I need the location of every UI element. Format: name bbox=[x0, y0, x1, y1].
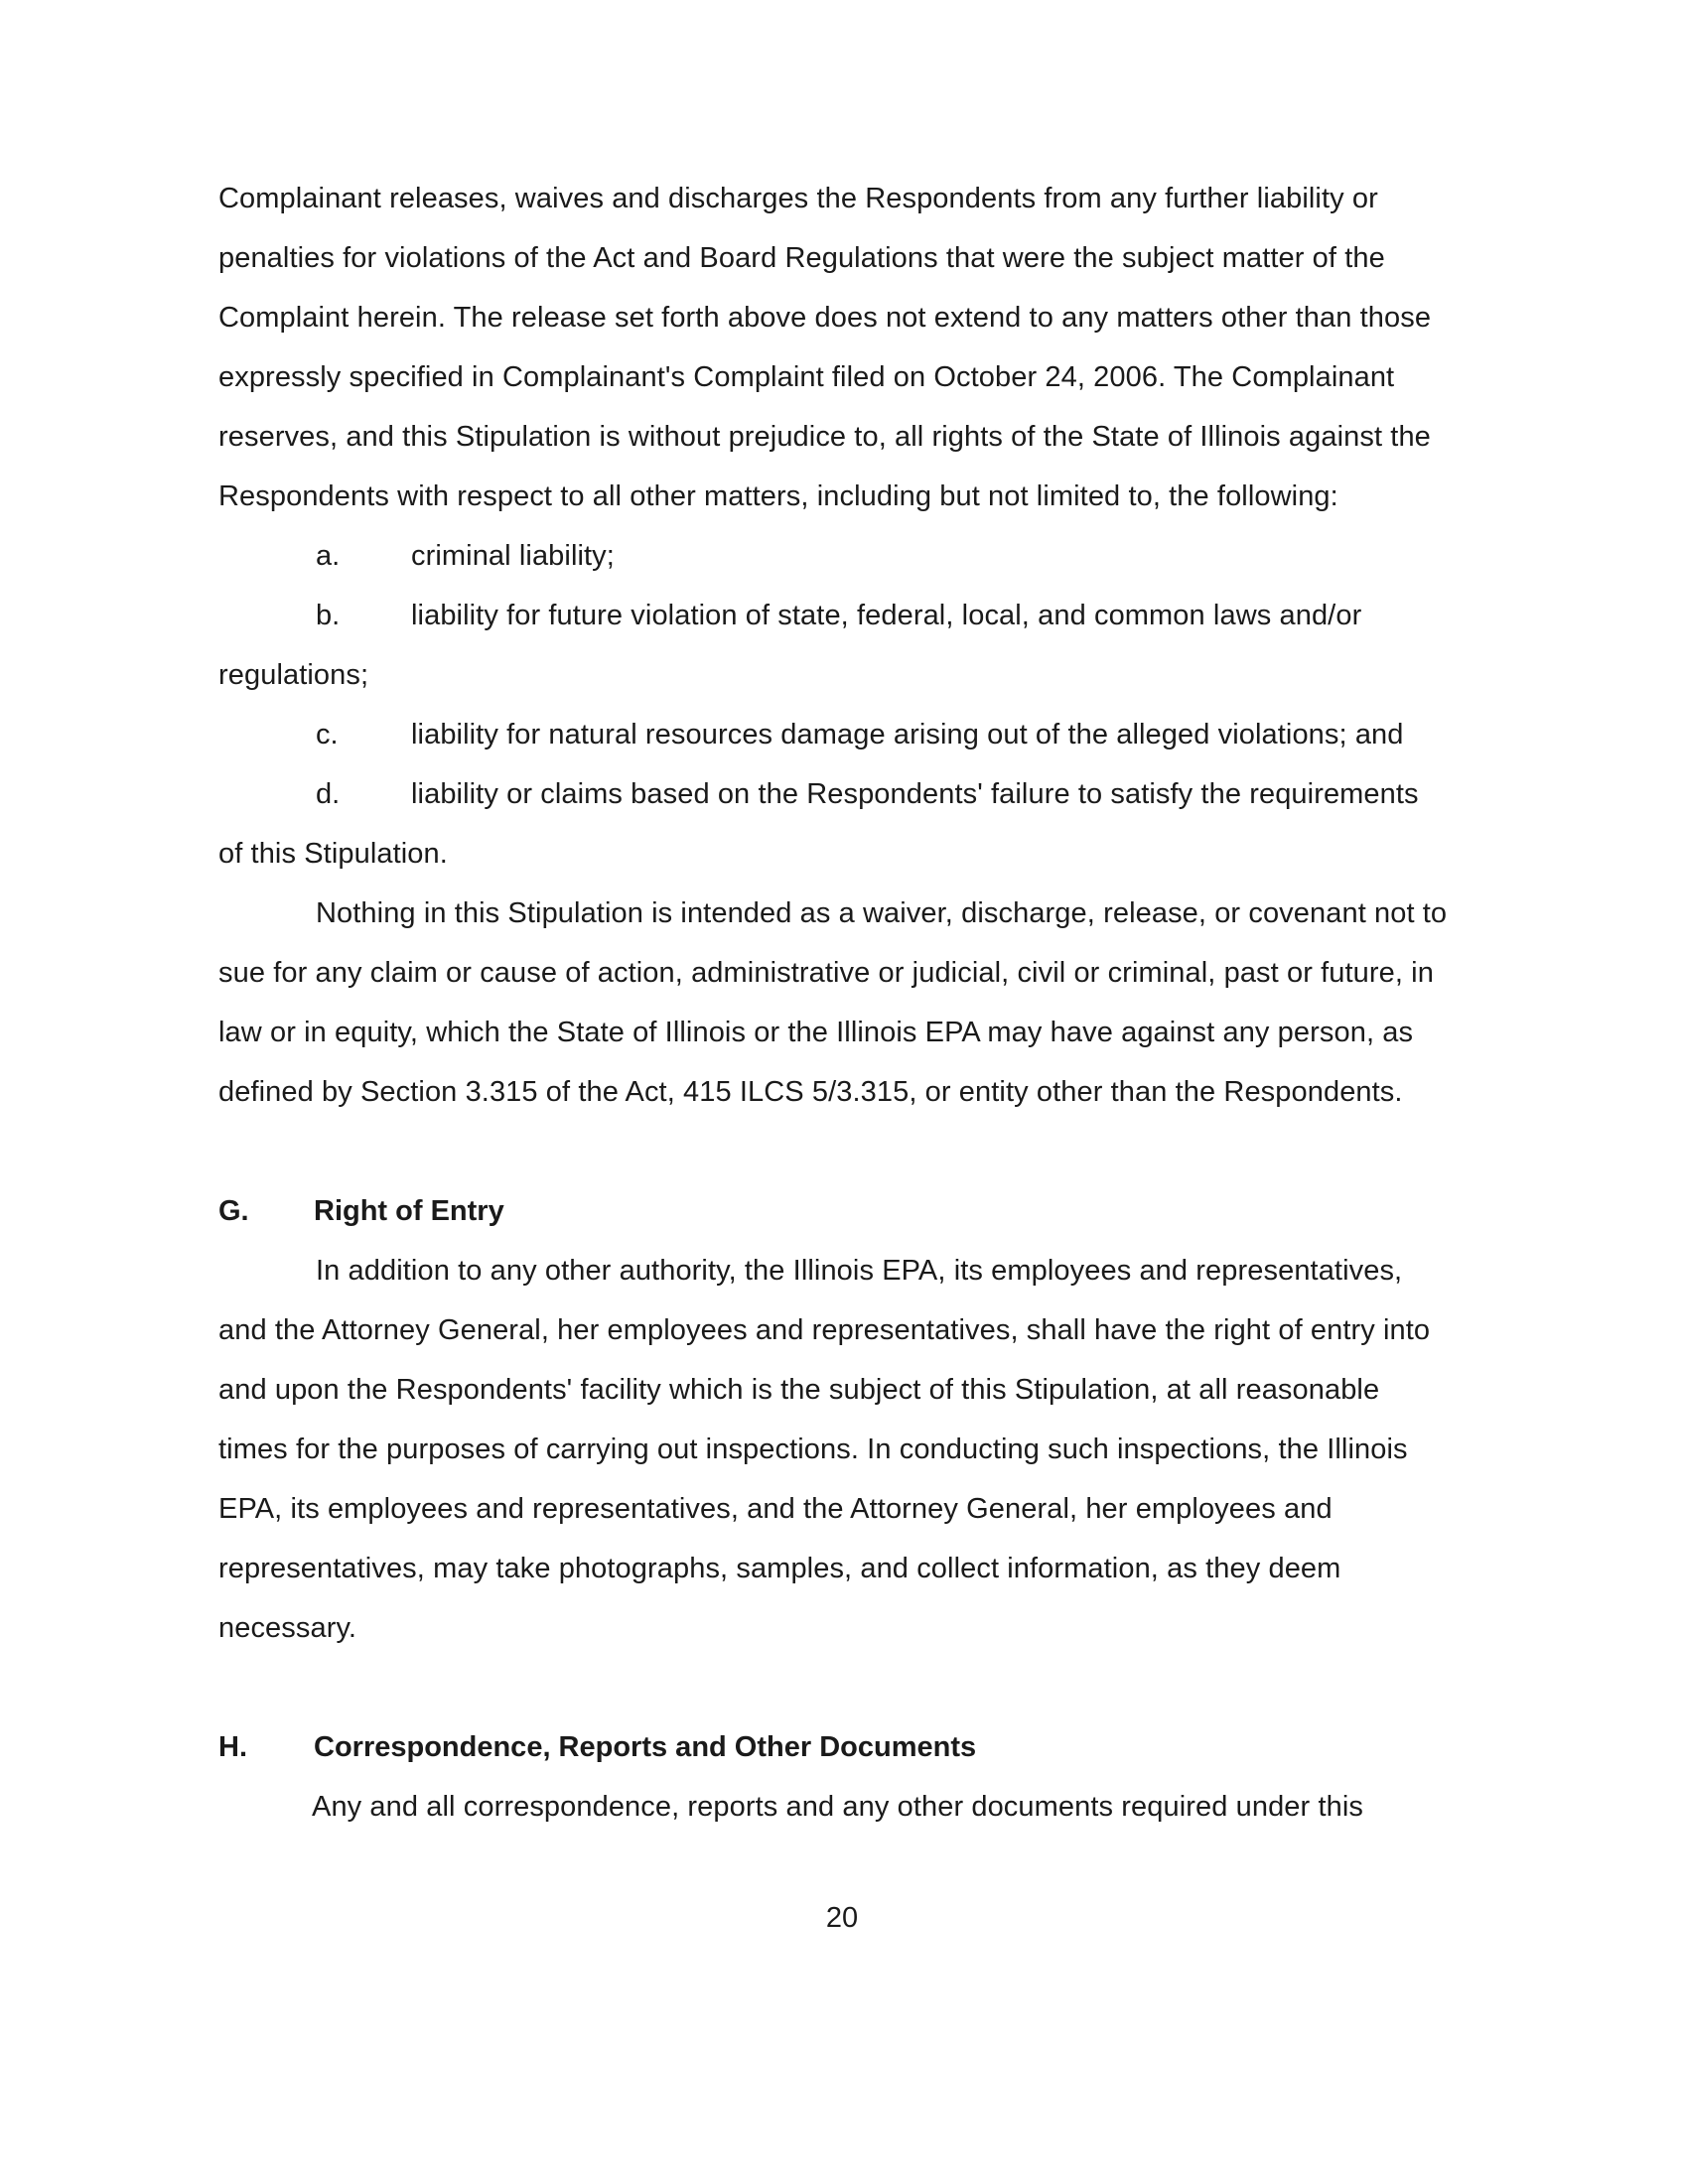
text-line: reserves, and this Stipulation is without prejudice to, all rights of the State of Illinois against the bbox=[218, 421, 1431, 453]
text-line: times for the purposes of carrying out inspections. In conducting such inspections, the Illinois bbox=[218, 1433, 1408, 1465]
text-line: representatives, may take photographs, samples, and collect information, as they deem bbox=[218, 1553, 1341, 1584]
list-item-continuation: regulations; bbox=[218, 659, 369, 691]
section-title: Right of Entry bbox=[314, 1195, 504, 1227]
text-line: penalties for violations of the Act and Board Regulations that were the subject matter of the bbox=[218, 242, 1385, 274]
text-line: Complainant releases, waives and discharges the Respondents from any further liability or bbox=[218, 183, 1378, 214]
text-line: EPA, its employees and representatives, and the Attorney General, her employees and bbox=[218, 1493, 1333, 1525]
section-letter: G. bbox=[218, 1195, 249, 1227]
text-line: law or in equity, which the State of Illinois or the Illinois EPA may have against any person, as bbox=[218, 1017, 1414, 1048]
list-item-text: liability for natural resources damage arising out of the alleged violations; and bbox=[411, 719, 1404, 751]
list-item-text: liability or claims based on the Respondents' failure to satisfy the requirements bbox=[411, 778, 1419, 810]
list-marker: d. bbox=[316, 778, 341, 810]
section-letter: H. bbox=[218, 1731, 247, 1763]
list-item-text: criminal liability; bbox=[411, 540, 615, 572]
list-item-continuation: of this Stipulation. bbox=[218, 838, 448, 870]
text-line: expressly specified in Complainant's Complaint filed on October 24, 2006. The Complainant bbox=[218, 361, 1395, 393]
text-line: In addition to any other authority, the Illinois EPA, its employees and representatives, bbox=[316, 1255, 1403, 1287]
text-line: and the Attorney General, her employees and representatives, shall have the right of entry into bbox=[218, 1314, 1431, 1346]
text-line: Any and all correspondence, reports and any other documents required under this bbox=[312, 1791, 1363, 1823]
text-line: and upon the Respondents' facility which is the subject of this Stipulation, at all reasonable bbox=[218, 1374, 1380, 1406]
text-line: defined by Section 3.315 of the Act, 415 ILCS 5/3.315, or entity other than the Respondents. bbox=[218, 1076, 1403, 1108]
list-marker: c. bbox=[316, 719, 339, 751]
section-title: Correspondence, Reports and Other Documents bbox=[314, 1731, 977, 1763]
list-marker: b. bbox=[316, 600, 341, 631]
text-line: Nothing in this Stipulation is intended as a waiver, discharge, release, or covenant not to bbox=[316, 897, 1448, 929]
text-line: Complaint herein. The release set forth above does not extend to any matters other than those bbox=[218, 302, 1432, 334]
list-marker: a. bbox=[316, 540, 341, 572]
text-line: Respondents with respect to all other matters, including but not limited to, the following: bbox=[218, 480, 1338, 512]
text-line: necessary. bbox=[218, 1612, 357, 1644]
list-item-text: liability for future violation of state, federal, local, and common laws and/or bbox=[411, 600, 1362, 631]
page-number: 20 bbox=[825, 1902, 859, 1934]
text-line: sue for any claim or cause of action, administrative or judicial, civil or criminal, past or future, in bbox=[218, 957, 1434, 989]
